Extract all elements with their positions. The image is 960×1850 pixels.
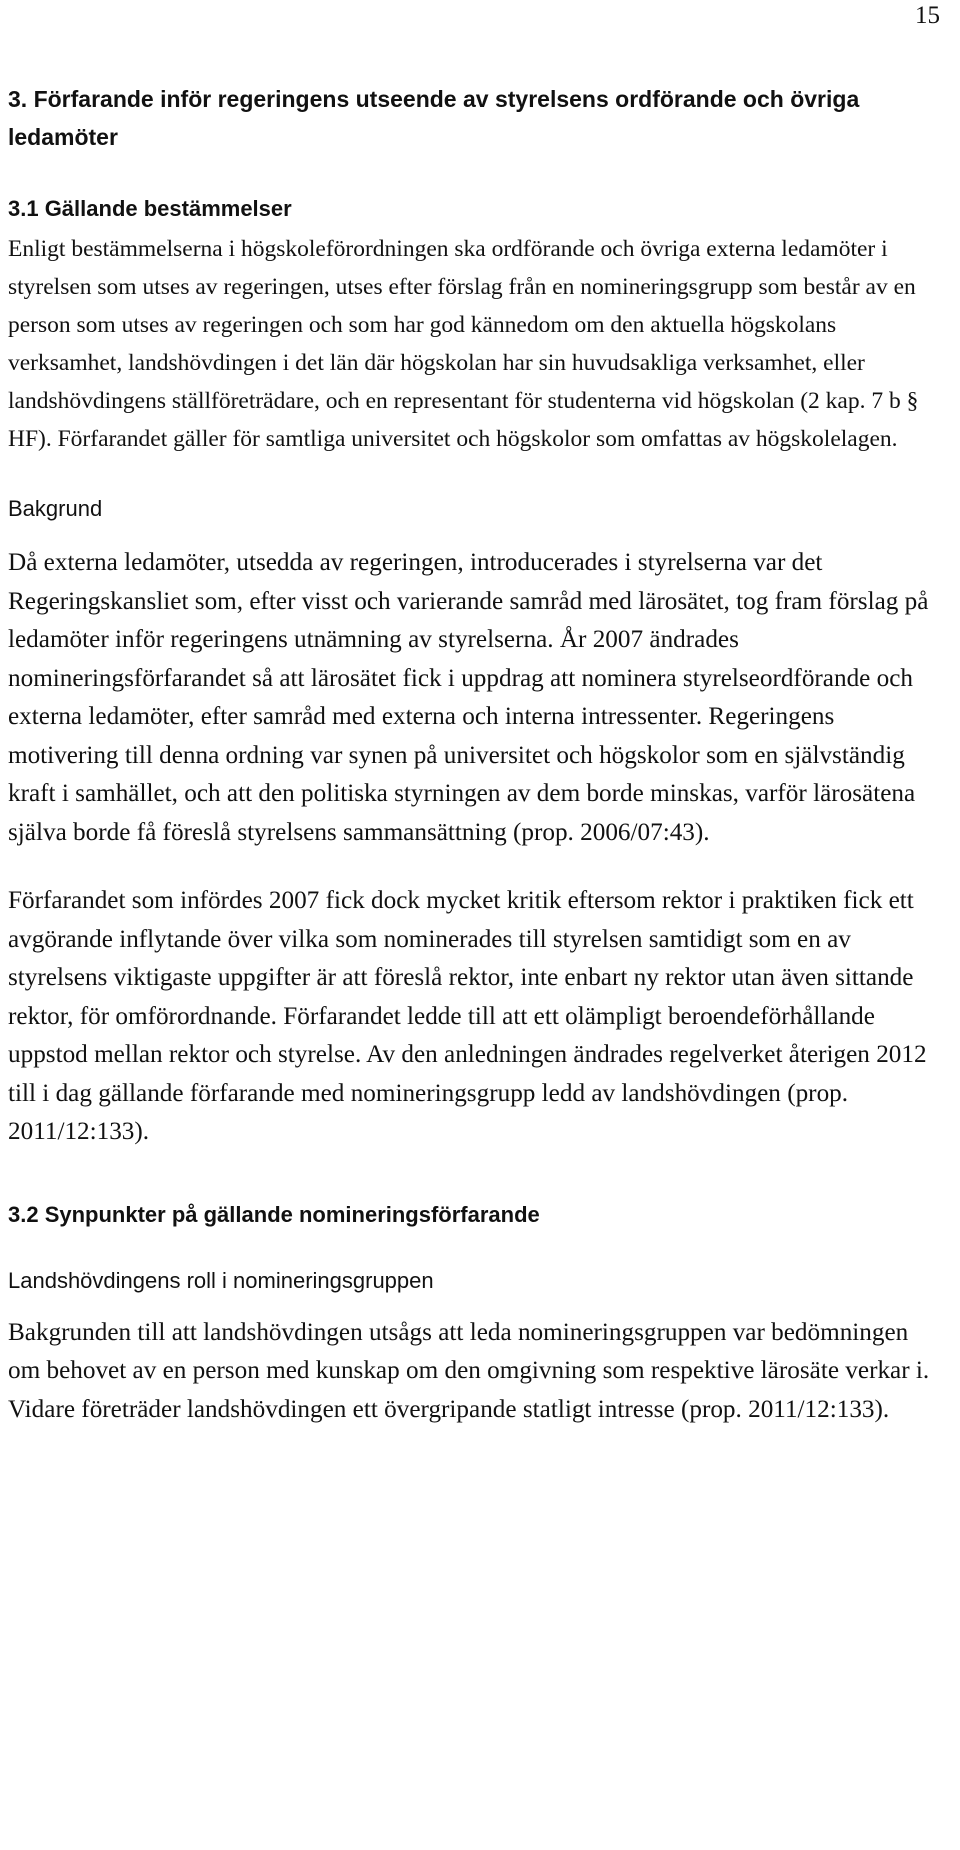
section-heading-3-2: 3.2 Synpunkter på gällande nomineringsförfarande <box>8 1201 540 1227</box>
paragraph-background-1: Då externa ledamöter, utsedda av regeringen, introducerades i styrelserna var det Regeringskansliet som, efter visst och varierande samråd med lärosätet, tog fram förslag på ledamöter inför regeringens utnämning av styrelserna. År 2007 ändrades nomineringsförfarandet så att lärosätet fick i uppdrag att nominera styrelseordförande och externa ledamöter, efter samråd med externa och interna intressenter. Regeringens motivering till denna ordning var synen på universitet och högskolor som en självständig kraft i samhället, och att den politiska styrningen av dem borde minskas, varför lärosätena själva borde få föreslå styrelsens sammansättning (prop. 2006/07:43). <box>8 549 929 846</box>
page-number: 15 <box>915 2 940 29</box>
section-heading-3: 3. Förfarande inför regeringens utseende av styrelsens ordförande och övriga ledamöter <box>8 86 860 150</box>
section-heading-3-1: 3.1 Gällande bestämmelser <box>8 196 292 221</box>
paragraph-background-2: Förfarandet som infördes 2007 fick dock mycket kritik eftersom rektor i praktiken fick ett avgörande inflytande över vilka som nominerades till styrelsen samtidigt som en av styrelsens viktigaste uppgifter är att föreslå rektor, inte enbart ny rektor utan även sittande rektor, för omförordnande. Förfarandet ledde till att ett olämpligt beroendeförhållande uppstod mellan rektor och styrelse. Av den anledningen ändrades regelverket återigen 2012 till i dag gällande förfarande med nomineringsgrupp ledd av landshövdingen (prop. 2011/12:133). <box>8 887 927 1145</box>
subheading-governor-role: Landshövdingens roll i nomineringsgruppen <box>8 1267 434 1293</box>
paragraph-current-rules: Enligt bestämmelserna i högskoleförordningen ska ordförande och övriga externa ledamöter i styrelsen som utses av regeringen, utses efter förslag från en nomineringsgrupp som består av en person som utses av regeringen och som har god kännedom om den aktuella högskolans verksamhet, landshövdingen i det län där högskolan har sin huvudsakliga verksamhet, eller landshövdingens ställföreträdare, och en representant för studenterna vid högskolan (2 kap. 7 b § HF). Förfarandet gäller för samtliga universitet och högskolor som omfattas av högskolelagen. <box>8 236 919 452</box>
page-content <box>8 80 938 1429</box>
subheading-background: Bakgrund <box>8 496 103 521</box>
paragraph-governor-role: Bakgrunden till att landshövdingen utsågs att leda nomineringsgruppen var bedömningen om behovet av en person med kunskap om den omgivning som respektive lärosäte verkar i. Vidare företräder landshövdingen ett övergripande statligt intresse (prop. 2011/12:133). <box>8 1318 930 1423</box>
